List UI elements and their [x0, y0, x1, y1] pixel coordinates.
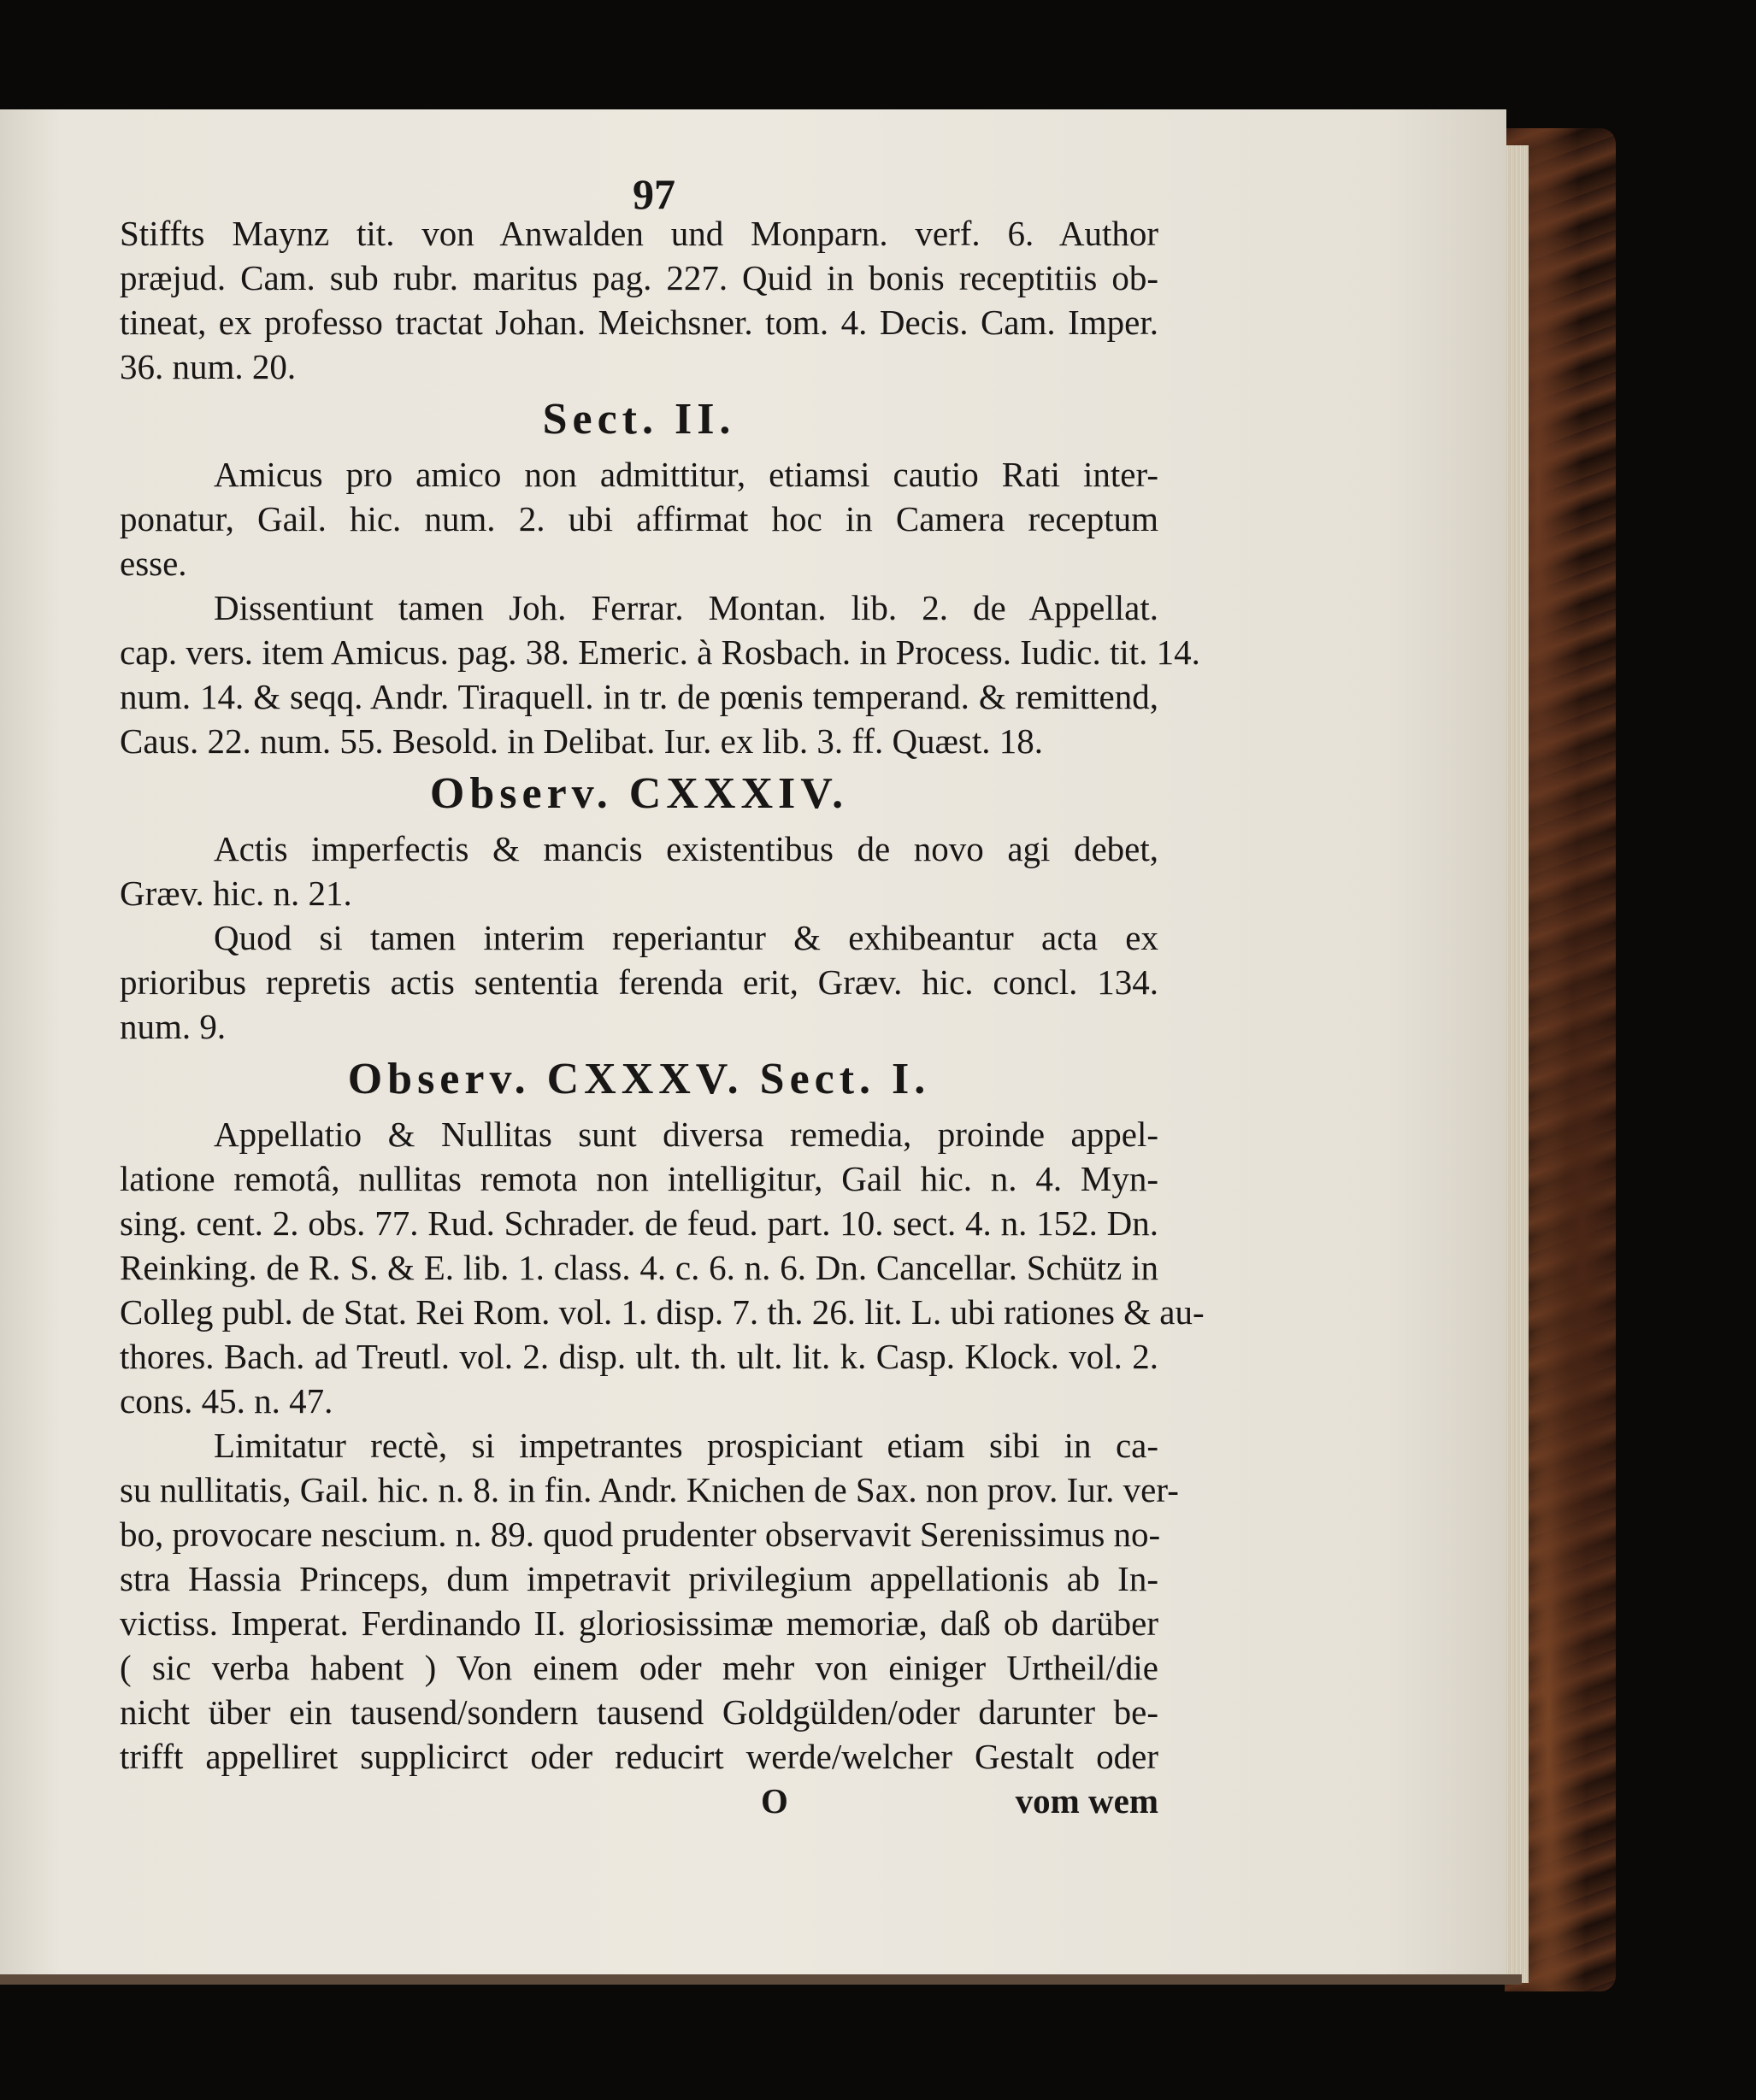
text-line: trifft appelliret supplicirct oder reducirt werde/welcher Gestalt oder [120, 1737, 1158, 1776]
text-line: Reinking. de R. S. & E. lib. 1. class. 4. c. 6. n. 6. Dn. Cancellar. Schütz in [120, 1248, 1158, 1287]
text-line: Actis imperfectis & mancis existentibus de novo agi debet, [214, 829, 1158, 868]
text-line: ponatur, Gail. hic. num. 2. ubi affirmat hoc in Camera receptum [120, 499, 1158, 538]
text-line: su nullitatis, Gail. hic. n. 8. in fin. Andr. Knichen de Sax. non prov. Iur. ver- [120, 1470, 1179, 1509]
text-line: victiss. Imperat. Ferdinando II. gloriosissimæ memoriæ, daß ob darüber [120, 1603, 1158, 1643]
paragraph [120, 826, 1158, 915]
text-line: tineat, ex professo tractat Johan. Meichsner. tom. 4. Decis. Cam. Imper. [120, 303, 1158, 342]
text-line: Limitatur rectè, si impetrantes prospiciant etiam sibi in ca- [214, 1426, 1158, 1465]
text-line: Caus. 22. num. 55. Besold. in Delibat. Iur. ex lib. 3. ff. Quæst. 18. [120, 721, 1043, 761]
text-line: prioribus repretis actis sententia ferenda erit, Græv. hic. concl. 134. [120, 962, 1158, 1002]
catchword: vom wem [1015, 1781, 1158, 1821]
text-line: esse. [120, 544, 187, 583]
text-line: Appellatio & Nullitas sunt diversa remedia, proinde appel- [214, 1115, 1158, 1154]
text-line: Amicus pro amico non admittitur, etiamsi cautio Rati inter- [214, 455, 1158, 494]
paragraph [120, 452, 1158, 585]
text-line: num. 9. [120, 1007, 227, 1046]
text-block [120, 167, 1205, 1823]
text-line: bo, provocare nescium. n. 89. quod prudenter observavit Serenissimus no- [120, 1515, 1161, 1554]
observation-heading: Observ. CXXXIV. [429, 769, 849, 818]
text-line: ( sic verba habent ) Von einem oder mehr von einiger Urtheil/die [120, 1648, 1158, 1687]
text-line: num. 14. & seqq. Andr. Tiraquell. in tr. de pœnis temperand. & remittend, [120, 677, 1158, 716]
paragraph [120, 915, 1158, 1049]
text-line: Stiffts Maynz tit. von Anwalden und Monparn. verf. 6. Author [120, 214, 1158, 253]
text-line: Dissentiunt tamen Joh. Ferrar. Montan. lib. 2. de Appellat. [214, 588, 1158, 627]
text-line: sing. cent. 2. obs. 77. Rud. Schrader. de feud. part. 10. sect. 4. n. 152. Dn. [120, 1203, 1158, 1243]
paragraph [120, 1423, 1179, 1779]
text-line: cons. 45. n. 47. [120, 1381, 333, 1421]
catch-line [120, 1779, 1158, 1823]
intro-paragraph [120, 211, 1158, 389]
text-line: stra Hassia Princeps, dum impetravit privilegium appellationis ab In- [120, 1559, 1158, 1598]
paragraph [120, 1112, 1205, 1423]
text-line: thores. Bach. ad Treutl. vol. 2. disp. ult. th. ult. lit. k. Casp. Klock. vol. 2. [120, 1337, 1158, 1376]
text-line: latione remotâ, nullitas remota non intelligitur, Gail hic. n. 4. Myn- [120, 1159, 1158, 1198]
text-line: 36. num. 20. [120, 347, 297, 386]
text-line: præjud. Cam. sub rubr. maritus pag. 227. Quid in bonis receptitiis ob- [120, 258, 1158, 297]
section-heading: Sect. II. [542, 395, 736, 444]
text-line: nicht über ein tausend/sondern tausend Goldgülden/oder darunter be- [120, 1692, 1158, 1732]
text-line: Quod si tamen interim reperiantur & exhibeantur acta ex [214, 918, 1158, 957]
text-line: Colleg publ. de Stat. Rei Rom. vol. 1. disp. 7. th. 26. lit. L. ubi rationes & au- [120, 1292, 1205, 1332]
paragraph [120, 585, 1200, 763]
text-line: cap. vers. item Amicus. pag. 38. Emeric. à Rosbach. in Process. Iudic. tit. 14. [120, 632, 1200, 672]
observation-heading: Observ. CXXXV. Sect. I. [347, 1055, 931, 1103]
signature-mark: O [761, 1781, 788, 1821]
text-line: Græv. hic. n. 21. [120, 874, 352, 913]
page-bottom-edge [0, 1974, 1522, 1985]
page-number: 97 [633, 170, 675, 218]
